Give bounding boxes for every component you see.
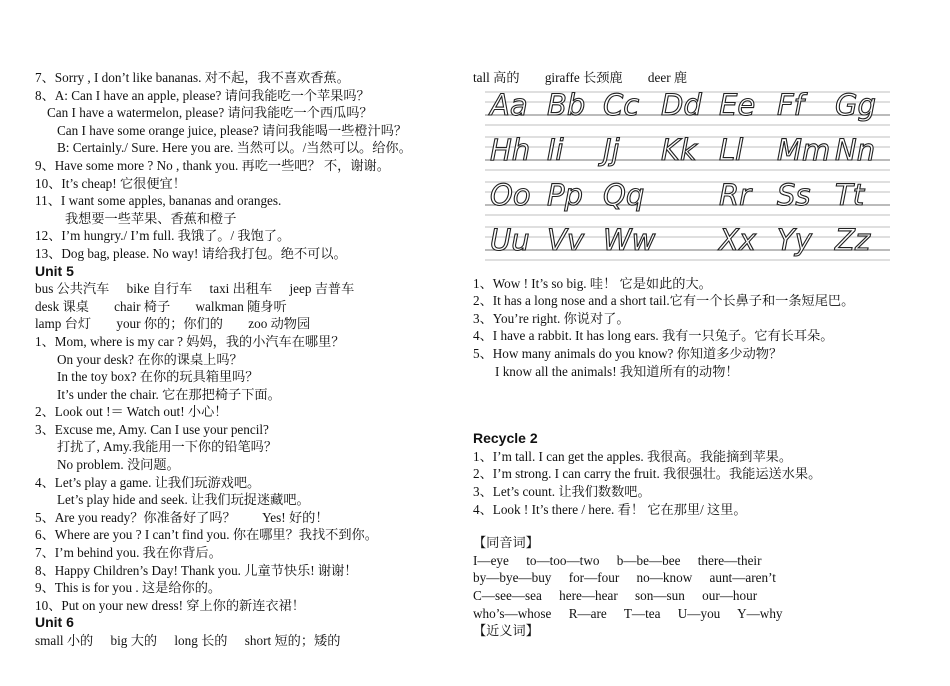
unit-5-heading: Unit 5 (35, 262, 74, 279)
alphabet-letter-pair: Mm (777, 132, 831, 167)
homophone-set: for—four (568, 570, 620, 586)
alphabet-letter-pair: Cc (603, 88, 640, 122)
vocab-word: giraffe 长颈鹿 (544, 70, 623, 85)
sentence-line: 4、Let’s play a game. 让我们玩游戏吧。 (35, 474, 261, 490)
sentence-line: 10、It’s cheap! 它很便宜！ (35, 175, 186, 191)
alphabet-letter-pair: Nn (835, 132, 876, 167)
unit-6-heading: Unit 6 (35, 614, 74, 631)
homophone-set: son—sun (635, 587, 685, 603)
homophone-row (473, 587, 913, 605)
alphabet-letter-pair: Oo (490, 177, 531, 212)
sentence-line: In the toy box? 在你的玩具箱里吗？ (57, 369, 259, 385)
alphabet-letter-pair: Dd (661, 88, 702, 122)
vocab-word: long 长的 (174, 633, 228, 648)
sentence-line: 5、Are you ready？你准备好了吗？ Yes! 好的！ (35, 509, 329, 525)
homophone-set: who’s—whose (473, 605, 552, 621)
vocab-word: taxi 出租车 (209, 281, 273, 297)
homophone-row (473, 569, 913, 587)
vocab-word: jeep 吉普车 (289, 281, 355, 297)
vocab-word: lamp 台灯 (35, 316, 92, 332)
sentence-line: 9、This is for you . 这是给你的。 (35, 580, 222, 596)
sentence-line: 3、Excuse me, Amy. Can I use your pencil? (35, 421, 269, 437)
vocab-word: bike 自行车 (126, 281, 193, 297)
sentence-line: I know all the animals! 我知道所有的动物！ (495, 363, 739, 379)
sentence-line: 9、Have some more ? No , thank you. 再吃一些吧？ 不，谢谢。 (35, 157, 390, 173)
homophone-set: I—eye (473, 552, 509, 568)
sentence-line: 4、I have a rabbit. It has long ears. 我有一只兔子。它有长耳朵。 (473, 328, 834, 344)
vocab-line (35, 298, 455, 316)
sentence-line: Can I have a watermelon, please? 请问我能吃一个西瓜吗？ (47, 105, 373, 121)
vocab-word: small 小的 (35, 633, 94, 648)
sentence-line: 8、Happy Children’s Day! Thank you. 儿童节快乐! 谢谢！ (35, 562, 358, 578)
left-column (35, 69, 455, 650)
alphabet-letter-pair: Xx (719, 222, 757, 257)
alphabet-letter-pair: Ff (777, 88, 804, 122)
sentence-line: 12、I’m hungry./ I’m full. 我饿了。/ 我饱了。 (35, 228, 291, 244)
sentence-line: 13、Dog bag, please. No way! 请给我打包。绝不可以。 (35, 245, 347, 261)
blank-space (473, 518, 913, 534)
alphabet-letter-pair: Qq (603, 177, 645, 212)
alphabet-letter-pair: Yy (777, 222, 812, 257)
alphabet-letter-pair: Ii (547, 132, 564, 167)
alphabet-letter-pair: Kk (661, 132, 697, 167)
homophone-set: there—their (697, 552, 762, 568)
homophone-set: here—hear (559, 587, 618, 603)
vocab-word: desk 课桌 (35, 298, 89, 314)
vocab-word: zoo 动物园 (248, 316, 311, 332)
alphabet-handwriting-chart (485, 89, 890, 269)
sentence-line: No problem. 没问题。 (57, 457, 180, 473)
sentence-line: 我想要一些苹果、香蕉和橙子 (65, 210, 237, 226)
alphabet-letter-pair: Ll (719, 132, 744, 167)
alphabet-letter-pair: Tt (835, 177, 865, 212)
homophone-set: R—are (568, 605, 607, 621)
recycle-2-heading: Recycle 2 (473, 430, 538, 447)
alphabet-letter-pair: Aa (490, 88, 528, 122)
vocab-line (35, 315, 455, 333)
alphabet-letter-pair: Bb (547, 88, 586, 122)
vocab-line (35, 280, 455, 298)
homophone-set: T—tea (623, 605, 661, 621)
alphabet-letter-pair: Gg (835, 88, 876, 122)
homophone-set: our—hour (702, 587, 758, 603)
homophone-row (473, 605, 913, 623)
sentence-line: It’s under the chair. 它在那把椅子下面。 (57, 386, 281, 402)
sentence-line: 4、Look ! It’s there / here. 看！ 它在那里/ 这里。 (473, 501, 747, 517)
vocab-word: tall 高的 (473, 70, 520, 85)
sentence-line: 8、A: Can I have an apple, please? 请问我能吃一个苹果吗？ (35, 87, 370, 103)
sentence-line: 打扰了, Amy.我能用一下你的铅笔吗？ (57, 439, 278, 455)
vocab-word: bus 公共汽车 (35, 281, 110, 297)
sentence-line: 7、Sorry , I don’t like bananas. 对不起，我不喜欢香蕉。 (35, 70, 350, 85)
sentence-line: 2、Look out !＝ Watch out! 小心！ (35, 404, 228, 420)
sentence-line: 3、Let’s count. 让我们数数吧。 (473, 483, 651, 499)
sentence-line: 2、I’m strong. I can carry the fruit. 我很强壮。我能运送水果。 (473, 466, 822, 482)
sentence-line: 6、Where are you ? I can’t find you. 你在哪里？我找不到你。 (35, 527, 378, 543)
vocab-line (473, 69, 913, 87)
sentence-line: Let’s play hide and seek. 让我们玩捉迷藏吧。 (57, 492, 310, 508)
homophone-set: C—see—sea (473, 587, 542, 603)
sentence-line: 11、I want some apples, bananas and oranges. (35, 193, 282, 209)
alphabet-letter-pair: Ee (719, 88, 756, 122)
alphabet-letter-pair: Zz (835, 222, 871, 257)
sentence-line: 3、You’re right. 你说对了。 (473, 310, 630, 326)
alphabet-letter-pair: Ss (777, 177, 811, 212)
right-column (473, 69, 913, 640)
homophone-set: U—you (677, 605, 721, 621)
homophones-heading: 【同音词】 (473, 535, 539, 551)
sentence-line: 5、How many animals do you know? 你知道多少动物？ (473, 345, 783, 361)
vocab-word: your 你的；你们的 (116, 316, 223, 332)
sentence-line: 10、Put on your new dress! 穿上你的新连衣裙！ (35, 597, 305, 613)
sentence-line: 1、I’m tall. I can get the apples. 我很高。我能摘到苹果。 (473, 448, 793, 464)
sentence-line: B: Certainly./ Sure. Here you are. 当然可以。/当然可以。给你。 (57, 140, 412, 156)
homophone-row (473, 552, 913, 570)
homophone-set: no—know (636, 570, 693, 586)
sentence-line: 1、Mom, where is my car ? 妈妈，我的小汽车在哪里？ (35, 333, 345, 349)
alphabet-letter-pair: Pp (547, 177, 583, 212)
sentence-line: 1、Wow ! It’s so big. 哇！ 它是如此的大。 (473, 275, 712, 291)
sentence-line: 7、I’m behind you. 我在你背后。 (35, 545, 222, 561)
sentence-line: On your desk? 在你的课桌上吗？ (57, 351, 243, 367)
alphabet-letter-pair: Rr (719, 177, 752, 212)
vocab-word: big 大的 (110, 633, 158, 648)
vocab-word: chair 椅子 (114, 298, 171, 314)
sentence-line: Can I have some orange juice, please? 请问我能喝一些橙汁吗？ (57, 122, 408, 138)
sentence-line: 2、It has a long nose and a short tail.它有一个长鼻子和一条短尾巴。 (473, 293, 855, 309)
homophone-set: b—be—bee (616, 552, 681, 568)
vocab-word: walkman 随身听 (195, 298, 287, 314)
homophone-set: aunt—aren’t (709, 570, 776, 586)
alphabet-letter-pair: Vv (547, 222, 585, 257)
vocab-word: short 短的；矮的 (244, 633, 341, 648)
homophone-set: by—bye—buy (473, 570, 552, 586)
blank-space (473, 380, 913, 430)
alphabet-svg (485, 89, 890, 269)
alphabet-letter-pair: Jj (603, 132, 620, 167)
homophone-set: to—too—two (526, 552, 600, 568)
alphabet-letter-pair: Ww (603, 222, 656, 257)
synonyms-heading: 【近义词】 (473, 623, 539, 639)
homophone-set: Y—why (737, 605, 783, 621)
alphabet-letter-pair: Hh (490, 132, 531, 167)
alphabet-letter-pair: Uu (490, 222, 530, 257)
vocab-word: deer 鹿 (647, 70, 688, 85)
vocab-line (35, 632, 455, 650)
